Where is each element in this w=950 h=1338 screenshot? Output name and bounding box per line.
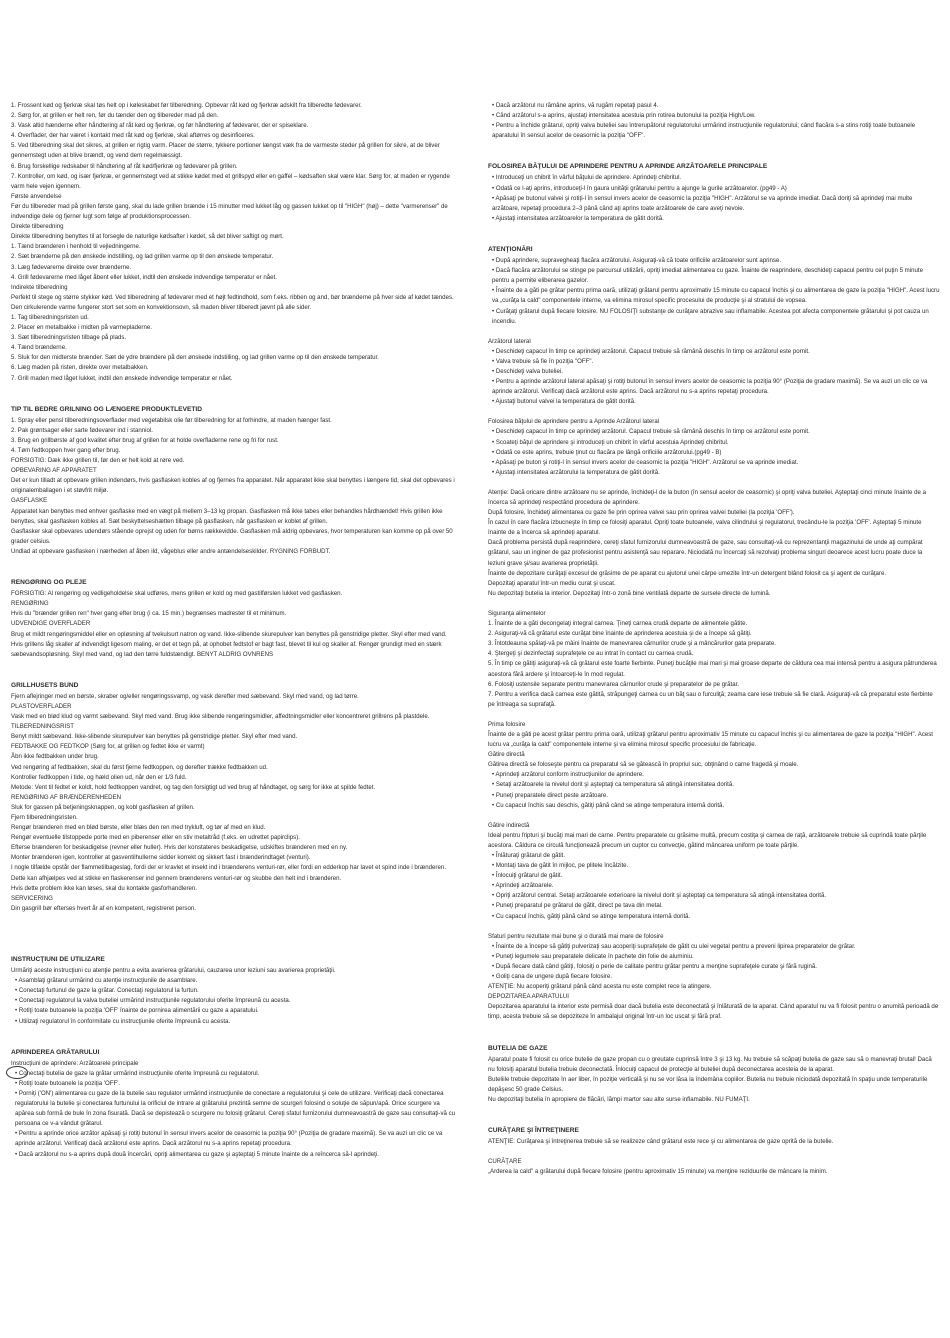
bullet-item: • Asamblaţi grătarul urmărind cu atenţie instrucţiunile de asamblare. <box>15 977 198 985</box>
spacer <box>488 710 940 720</box>
text-line: 3. Læg fødevarerne direkte over brænderne. <box>11 263 132 271</box>
spacer <box>488 811 940 821</box>
text-line: După folosire, închideţi alimentarea cu gaze fie prin oprirea valvei sau prin oprirea valvei buteliei (la poziţia 'OFF'). <box>488 509 795 517</box>
section-heading: RENGØRING OG PLEJE <box>11 579 87 587</box>
text-line: 5. În timp ce gătiţi asiguraţi-vă că grătarul este foarte fierbinte. Puneţi bucăţile mai mari şi mai groase departe de căldura cea mai intensă pentru a asigura pătrunderea acestora fără ardere şi întoarceţi-le în mod regulat. <box>488 660 937 678</box>
text-line: Hvis grillens låg skaller af indvendigt ligesom maling, er det et tegn på, at ophobet fedtstof er bagt fast, blevet til kul og skaller af. Rengør grundigt med en stærk sæbevandsopløsning. Skyl med vand, og lad den tørre fuldstændigt. BENYT ALDRIG OVNRENS <box>11 640 442 658</box>
text-line: FORSIGTIG: Dæk ikke grillen til, før den er helt kold at røre ved. <box>11 457 185 465</box>
text-line: 1. Tag tilberedningsristen ud. <box>11 313 89 321</box>
bullet-item: • Cu capacul închis, gătiţi până când se atinge temperatura internă dorită. <box>492 912 691 920</box>
text-line: Efterse brænderen for beskadigelse (revner eller huller). Hvis der konstateres beskadigelse, udskiftes brænderen med en ny. <box>11 844 348 852</box>
text-line: Înainte de a găti pe acest grătar pentru prima oară, utilizaţi grătarul pentru aproximativ 15 minute cu capacul închis şi cu alimentarea de gaze la poziţia "HIGH". Acest lucru va „curăţa la cald" componentele interne şi va elimina mirosul specific procesului de fabricaţie. <box>488 730 934 749</box>
text-line: Direkte tilberedning benyttes til at forsegle de naturlige kødsafter i kødet, så det bliver saftigt og mørt. <box>11 233 284 241</box>
text-line: Rengør brænderen med en blød børste, eller blæs den ren med trykluft, og tør af med en klud. <box>11 824 266 832</box>
spacer <box>11 924 459 934</box>
text-line: DEPOZITAREA APARATULUI <box>488 993 569 1001</box>
text-line: 3. Sæt tilberedningsristen tilbage på plads. <box>11 334 127 342</box>
text-line: 6. Læg maden på risten, direkte over metalbakken. <box>11 364 149 372</box>
bullet-item: • Deschideţi capacul în timp ce aprindeţi arzătorul. Capacul trebuie să rămână deschis în timp ce arzătorul este pornit. <box>492 347 810 355</box>
bullet-item: • Conectaţi furtunul de gaze la grătar. Conectaţi regulatorul la furtun. <box>15 987 199 995</box>
text-line: Urmăriţi aceste instrucţiuni cu atenţie pentru a evita avarierea grătarului, cauzarea unor leziuni sau avarierea proprietăţii. <box>11 967 336 975</box>
section-heading: CURĂŢARE ŞI ÎNTREŢINERE <box>488 1127 579 1135</box>
bullet-item: • Setaţi arzătoarele la nivelul dorit şi aşteptaţi ca temperatura să atingă intensitatea dorită. <box>492 781 734 789</box>
spacer <box>488 407 940 417</box>
text-line: 4. Overflader, der har været i kontakt med råt kød og fjerkræ, skal aftørres og desinficeres. <box>11 132 255 140</box>
bullet-item: • Utilizaţi regulatorul în conformitate cu instrucţiunile oferite împreună cu acesta. <box>15 1017 231 1025</box>
section-heading: FOLOSIREA BĂŢULUI DE APRINDERE PENTRU A APRINDE ARZĂTOARELE PRINCIPALE <box>488 163 768 171</box>
text-line: Før du tilbereder mad på grillen første gang, skal du lade grillen brænde i 15 minutter med lukket låg og gassen lukket op til "HIGH" (høj) – dette "varmerenser" de indvendige dele og fjerner lugt som følge af produktionsprocessen. <box>11 202 448 221</box>
bullet-item: • Pentru a închide grătarul, opriţi valva buteliei sau întrerupătorul regulatorului urmărind instrucţiunile regulatorului; când flacăra s-a stins rotiţi toate butoanele aparatului în sensul acelor de ceasornic la poziţia "OFF". <box>492 122 916 140</box>
bullet-item: • Dacă arzătorul nu rămâne aprins, vă rugăm repetaţi pasul 4. <box>492 102 659 109</box>
spacer <box>11 660 459 670</box>
text-line: PLASTOVERFLADER <box>11 702 72 710</box>
text-line: Fjern aflejringer med en børste, skraber og/eller rengøringssvamp, og vask derefter med sæbevand. Skyl med vand, og lad tørre. <box>11 692 359 700</box>
bullet-item: • Scoateţi băţul de aprindere şi introduceţi un chibrit în vârful acestuia Aprindeţi chibritul. <box>492 438 729 446</box>
text-line: Vask med en blød klud og varmt sæbevand. Skyl med vand. Brug ikke slibende rengøringsmidler, affedtningsmidler eller koncentreret grillrens på plastdele. <box>11 713 430 721</box>
bullet-item: • Înlocuiţi grătarul de gătit. <box>492 872 563 880</box>
bullet-item: • Pentru a aprinde orice arzător apăsaţi şi rotiţi butonul în sensul invers acelor de ceasornic la poziţia 90° (Poziţia de gradare maximă). Se va auzi un clic ce va aprinde arzătorul. Verificaţi dacă arzătorul este aprins. Dacă arzătorul nu s-a aprins repetaţi procedura. <box>15 1130 443 1148</box>
bullet-item: • Când arzătorul s-a aprins, ajustaţi intensitatea acestuia prin rotirea butonului la poziţia High/Low. <box>492 112 756 120</box>
bullet-item: • Puneţi legumele sau preparatele delicate în pachete din folie de aluminiu. <box>492 952 694 960</box>
spacer <box>488 327 940 337</box>
section-heading: GRILLHUSETS BUND <box>11 681 79 689</box>
section-heading: APRINDEREA GRĂTARULUI <box>11 1048 100 1056</box>
text-line: Din gasgrill bør efterses hvert år af en kompetent, registreret person. <box>11 904 196 912</box>
section-heading: BUTELIA DE GAZE <box>488 1044 548 1052</box>
text-line: 6. Folosiţi ustensile separate pentru manevrarea cărnurilor crude şi preparatelor de pe grătar. <box>488 680 739 688</box>
section-heading: ATENŢIONĂRI <box>488 245 533 253</box>
text-line: I nogle tilfælde opstår der flammetilbageslag, fordi der er kravlet et insekt ind i brænderens venturi-rør, eller fordi en edderkop har lavet et spind inde i brænderen. Dette kan afhjælpes ved at stikke en flaskerenser ind gennem brænderens venturi-rør og skubbe den helt ind i brænderen. <box>11 864 446 882</box>
text-line: ATENŢIE: Nu acoperiţi grătarul până când acesta nu este complet rece la atingere. <box>488 983 712 991</box>
text-line: Monter brænderen igen, kontroller at gasventilhullerne sidder korrekt og sikkert fast i brænderindtaget (venturi). <box>11 854 311 862</box>
text-line: SERVICERING <box>11 894 53 902</box>
text-line: 2. Pak grøntsager eller sarte fødevarer ind i stanniol. <box>11 426 153 434</box>
bullet-item: • Dacă arzătorul nu s-a aprins după două încercări, opriţi alimentarea cu gaze şi aşteptaţi 5 minute înainte de a reîncerca să-l aprindeţi. <box>15 1150 379 1158</box>
text-line: 4. Grill fødevarerne med låget åbent eller lukket, indtil den ønskede indvendige temperatur er nået. <box>11 273 277 281</box>
section-heading: INSTRUCŢIUNI DE UTILIZARE <box>11 955 105 963</box>
text-line: Metode: Vent til fedtet er koldt, hold fedtkoppen vandret, og tag den forsigtigt ud ved brug af håndtaget, og sørg for ikke at spilde fedtet. <box>11 783 376 791</box>
bullet-item: • După fiecare dată când gătiţi, folosiţi o perie de calitate pentru grătar pentru a menţine suprafeţele curate şi fără rugină. <box>492 962 817 970</box>
text-line: Ideal pentru fripturi şi bucăţi mai mari de carne. Pentru preparatele cu grăsime multă, precum costiţa şi carnea de raţă, arzătoarele trebuie să cuprindă toate părţile acestora. Căldura ce circulă funcţionează precum un cuptor cu convecţie, gătind mâncarea uniform pe toate părţile. <box>488 831 927 849</box>
text-line: Perfekt til stege og større stykker kød. Ved tilberedning af fødevarer med et højt fedtindhold, som f.eks. ribben og and, bør brænderne på hver side af kødet tændes. Den cirkulerende varme fungerer stort set som en konvektionsovn, så maden bliver tilberedt jævnt på alle sider. <box>11 293 454 311</box>
bullet-item: • Aprindeţi arzătoarele. <box>492 882 554 890</box>
spacer <box>11 557 459 567</box>
text-line: Instrucţiuni de aprindere: Arzătoarele principale <box>11 1059 139 1067</box>
text-line: Hvis dette problem ikke kan løses, skal du kontakte gasforhandleren. <box>11 884 197 892</box>
text-line: OPBEVARING AF APPARATET <box>11 467 97 475</box>
text-line: Ved rengøring af fedtbakken, skal du først fjerne fedtkoppen, og derefter trække fedtbakken ud. <box>11 763 268 771</box>
spacer <box>11 934 459 944</box>
text-line: Folosirea băţului de aprindere pentru a Aprinde Arzătorul lateral <box>488 418 660 426</box>
text-line: Nu depozitaţi butelia la interior. Depozitaţi într-o zonă bine ventilată departe de sursele directe de lumină. <box>488 589 771 597</box>
text-line: TILBEREDNINGSRIST <box>11 723 74 731</box>
bullet-item: • Ajustaţi butonul valvei la temperatura de gătit dorită. <box>492 398 636 406</box>
bullet-item: • Puneţi preparatul pe grătarul de gătit, direct pe tava din metal. <box>492 902 663 910</box>
text-line: 1. Tænd brænderen i henhold til vejledningerne. <box>11 243 141 251</box>
bullet-item: • Apăsaţi pe buton şi rotiţi-l în sensul invers acelor de ceasornic la poziţia "HIGH". Arzătorul se va aprinde imediat. <box>492 458 799 466</box>
bullet-item: • Conectaţi butelia de gaze la grătar urmărind instrucţiunile oferite împreună cu regulatorul. <box>15 1069 260 1077</box>
text-line: Apparatet kan benyttes med enhver gasflaske med en vægt på mellem 3–13 kg propan. Gasflasken må ikke tabes eller behandles hårdhændet! Hvis grillen ikke benyttes, skal gasflasken kobles af. Sæt beskyttelseshætten tilbage på gasflasken, når gasflasken er koblet af grillen. <box>11 507 443 525</box>
text-line: Arzătorul lateral <box>488 337 531 345</box>
text-line: Det er kun tilladt at opbevare grillen indendørs, hvis gasflasken kobles af og fjernes fra apparatet. Når apparatet ikke skal benyttes i længere tid, skal det opbevares i originalemballagen i et støvfrit miljø. <box>11 477 455 495</box>
text-line: Atenţie: Dacă oricare dintre arzătoare nu se aprinde, închideţi-l de la buton (în sensul acelor de ceasornic) şi opriţi valva buteliei. Aşteptaţi cinci minute înainte de a încerca să aprindeţi respectând procedura de aprindere. <box>488 488 926 506</box>
text-line: Gătirea directă se foloseşte pentru ca preparatul să se gătească în propriul suc, obţinând o carne fragedă şi moale. <box>488 761 799 769</box>
text-line: Åbn ikke fedtbakken under brug. <box>11 753 99 761</box>
bullet-item: • Aprindeţi arzătorul conform instrucţiunilor de aprindere. <box>492 771 644 779</box>
text-line: În cazul în care flacăra izbucneşte în timp ce folosiţi aparatul. Opriţi toate butoanele, valva cilindrului şi regulatorul, trecându-le la poziţia 'OFF'. Aşteptaţi 5 minute înainte de a încerca să aprindeţi aparatul. <box>488 519 922 537</box>
text-line: 4. Tøm fedtkoppen hver gang efter brug. <box>11 447 121 454</box>
bullet-item: • Deschideţi capacul în timp ce aprindeţi arzătorul. Capacul trebuie să rămână deschis în timp ce arzătorul este pornit. <box>492 428 810 436</box>
text-line: 7. Kontroller, om kød, og især fjerkræ, er gennemstegt ved at stikke kødet med et grillspyd eller en gaffel – kødsaften skal være klar. Sørg for, at maden er rygende varm hele vejen igennem. <box>11 172 450 190</box>
text-line: Undlad at opbevare gasflasken i nærheden af åben ild, vågeblus eller andre antændelseskilder. RYGNING FORBUDT. <box>11 547 331 555</box>
spacer <box>488 478 940 488</box>
text-line: CURĂŢARE <box>488 1158 522 1166</box>
text-line: 3. Întotdeauna spălaţi-vă pe mâini înainte de manevrarea cărnurilor crude şi a mâncărurilor gata preparate. <box>488 640 776 648</box>
text-line: Første anvendelse <box>11 192 62 200</box>
bullet-item: • După aprindere, supravegheaţi flacăra arzătorului. Asiguraţi-vă că toate orificiile arzătoarelor sunt aprinse. <box>492 257 782 265</box>
text-line: RENGØRING AF BRÆNDERENHEDEN <box>11 793 122 801</box>
bullet-item: • Dacă flacăra arzătorului se stinge pe parcursul utilizării, opriţi imediat alimentarea cu gaze. Înainte de reaprindere, deschideţi capacul pentru cel puţin 5 minute pentru a permite eliberarea gazelor. <box>492 267 923 285</box>
text-line: FEDTBAKKE OG FEDTKOP (Sørg for, at grillen og fedtet ikke er varmt) <box>11 743 205 751</box>
text-line: 4. Ştergeţi şi dezinfectaţi suprafeţele ce au intrat în contact cu carnea crudă. <box>488 650 694 658</box>
text-line: Direkte tilberedning <box>11 223 64 231</box>
bullet-item: • Rotiţi toate butoanele la poziţia 'OFF'. <box>15 1079 121 1087</box>
text-line: 2. Sæt brænderne på den ønskede indstilling, og lad grillen varme op til den ønskede temperatur. <box>11 253 274 261</box>
bullet-item: • Apăsaţi pe butonul valvei şi rotiţi-l în sensul invers acelor de ceasornic la poziţia "HIGH". Arzătorul se va aprinde imediat. Dacă doriţi să aprindeţi mai multe arzătoare, repetaţi procedura 2–3 până când aţi aprins toate arzătoarele de care aveţi nevoie. <box>492 194 913 212</box>
text-line: ATENŢIE: Curăţarea şi întreţinerea trebuie să se realizeze când grătarul este rece şi cu alimentarea de gaze oprită de la butelie. <box>488 1138 834 1146</box>
text-line: Gătire indirectă <box>488 821 530 829</box>
bullet-item: • Introduceţi un chibrit în vârful băţului de aprindere. Aprindeţi chibritul. <box>492 174 682 182</box>
text-line: Benyt mildt sæbevand. Ikke-slibende skurepulver kan benyttes på genstridige pletter. Skyl efter med vand. <box>11 733 298 741</box>
text-line: Hvis du "brænder grillen ren" hver gang efter brug (i ca. 15 min.) begrænses madrester til et minimum. <box>11 610 287 618</box>
bullet-item: • Deschideţi valva buteliei. <box>492 367 563 375</box>
bullet-item: • Ajustaţi intensitatea arzătoarelor la temperatura de gătit dorită. <box>492 214 664 222</box>
text-line: GASFLASKE <box>11 497 48 505</box>
spacer <box>488 224 940 234</box>
bullet-item: • Porniţi ('ON') alimentarea cu gaze de la butelie sau regulator urmărind instrucţiunile de conectare a regulatorului şi cele de utilizare. Verificaţi dacă conectarea regulatorului la butelie şi conectarea furtunului la orificiul de intrare al grătarului prezintă semne de scurgeri folosind o soluţie de săpun/apă. Orice scurgere va apărea sub formă de bule în zona fisurată. Dacă se depistează o scurgere nu folosiţi grătarul. Cereţi sfatul furnizorului dumneavoastră de gaze sau consultaţi-vă cu persoana ce v-a vândut grătarul. <box>15 1089 456 1128</box>
text-line: 5. Sluk for den midterste brænder. Sæt de ydre brændere på den ønskede indstilling, og lad grillen varme op til den ønskede temperatur. <box>11 354 379 362</box>
text-line: Gasflasker skal opbevares udendørs stående oprejst og uden for børns rækkevidde. Gasflasken må aldrig opbevares, hvor temperaturen kan komme op på over 50 grader celsius. <box>11 527 453 545</box>
text-line: Aparatul poate fi folosit cu orice butelie de gaze propan cu o greutate cuprinsă între 3 şi 13 kg. Nu trebuie să scăpaţi butelia de gaze sau să o manevraţi brutal! Dacă nu folosiţi aparatul butelia trebuie deconectată. Înlocuiţi capacul de protecţie al buteliei după deconectarea acesteia de la aparat. <box>488 1055 932 1073</box>
spacer <box>488 599 940 609</box>
text-line: Înainte de depozitare curăţaţi excesul de grăsime de pe aparat cu ajutorul unei cârpe umezite într-un detergent blând folosit ca şi agent de curăţare. <box>488 569 887 577</box>
spacer <box>11 914 459 924</box>
text-line: Brug et mildt rengøringsmiddel eller en opløsning af tvekulsurt natron og vand. Ikke-slibende skurepulver kan benyttes på genstridige pletter. Skyl efter med vand. <box>11 630 447 638</box>
bullet-item: • Cu capacul închis sau deschis, gătiţi până când se atinge temperatura internă dorită. <box>492 801 725 809</box>
text-line: Sfaturi pentru rezultate mai bune şi o durată mai mare de folosire <box>488 932 664 940</box>
text-line: 1. Înainte de a găti decongelaţi integral carnea. Ţineţi carnea crudă departe de alimentele gătite. <box>488 620 748 628</box>
text-line: 1. Frossent kød og fjerkræ skal tøs helt op i køleskabet før tilberedning. Opbevar råt kød og fjerkræ adskilt fra tilberedte fødevarer. <box>11 102 362 109</box>
text-line: 1. Spray eller pensl tilberedningsoverflader med vegetabilsk olie før tilberedning for at forhindre, at maden hænger fast. <box>11 416 332 424</box>
bullet-item: • Odată ce este aprins, trebuie ţinut cu flacăra pe lângă orificiile arzătorului.(pg49 - B) <box>492 448 722 456</box>
text-line: Prima folosire <box>488 720 526 728</box>
spacer <box>11 1027 459 1037</box>
text-line: Nu depozitaţi butelia în apropiere de flăcări, lămpi martor sau alte surse inflamabile. NU FUMAŢI. <box>488 1095 750 1103</box>
spacer <box>488 1023 940 1033</box>
bullet-item: • Puneţi preparatele direct peste arzătoare. <box>492 791 608 799</box>
spacer <box>488 1105 940 1115</box>
text-line: 7. Pentru a verifica dacă carnea este gătită, străpungeţi carnea cu un băţ sau o furculiţă; zeama care iese trebuie să fie clară. Asiguraţi-vă că preparatul este fierbinte pe întreaga sa suprafaţă. <box>488 690 933 708</box>
text-line: 7. Grill maden med låget lukket, indtil den ønskede indvendige temperatur er nået. <box>11 374 233 382</box>
spacer <box>488 1147 940 1157</box>
text-line: Gătire directă <box>488 751 525 759</box>
text-line: 4. Tænd brænderne. <box>11 344 67 352</box>
text-line: FORSIGTIG: Al rengøring og vedligeholdelse skal udføres, mens grillen er kold og med gastilførslen lukket ved gasflasken. <box>11 590 343 598</box>
section-heading: TIP TIL BEDRE GRILNING OG LÆNGERE PRODUKTLEVETID <box>11 405 202 413</box>
text-line: RENGØRING <box>11 600 49 608</box>
text-line: Rengør eventuelle tilstoppede porte med en piberenser eller en stiv metaltråd (f.eks. en udrettet papirclips). <box>11 834 300 842</box>
text-line: 2. Asiguraţi-vă că grătarul este curăţat bine înainte de aprinderea acestuia şi de a începe să gătiţi. <box>488 630 752 638</box>
text-line: 3. Vask altid hænderne efter håndtering af råt kød og fjerkræ, og før håndtering af fødevarer, der er spiseklare. <box>11 122 309 130</box>
text-line: UDVENDIGE OVERFLADER <box>11 620 91 628</box>
text-line: 6. Brug forskellige redskaber til håndtering af råt kød/fjerkræ og fødevarer på grillen. <box>11 162 238 170</box>
text-line: Depozitaţi aparatul într-un mediu curat şi uscat. <box>488 579 616 587</box>
text-line: 3. Brug en grillbørste af god kvalitet efter brug af grillen for at holde overfladerne rene og fri for rust. <box>11 436 279 444</box>
bullet-item: • Goliţi cana de ungere după fiecare folosire. <box>492 973 613 981</box>
text-line: Dacă problema persistă după reaprindere, cereţi sfatul furnizorului dumneavoastră de gaze, sau consultaţi-vă cu reprezentanţii magazinului de unde aţi cumpărat grătarul, sau un inginer de gaz profesionist pentru asistenţă sau reparare. Niciodată nu încercaţi să rezolvaţi problema singuri deoarece acest lucru poate duce la leziuni grave şi/sau avarierea proprietăţii. <box>488 539 923 567</box>
bullet-item: • Conectaţi regulatorul la valva buteliei urmărind instrucţiunile regulatorului oferite împreună cu acesta. <box>15 997 291 1005</box>
spacer <box>11 384 459 394</box>
danish-column <box>11 101 459 1160</box>
text-line: Fjern tilberedningsristen. <box>11 814 78 821</box>
text-line: Siguranţa alimentelor <box>488 609 546 617</box>
text-line: Indirekte tilberedning <box>11 283 68 291</box>
language-marker-oval <box>6 1066 28 1079</box>
text-line: Buteliile trebuie depozitate în aer liber, în poziţie verticală şi nu se vor lăsa la îndemâna copiilor. Butelia nu trebuie niciodată depozitată în spaţiu unde temperaturile depăşesc 50 grade Celsius. <box>488 1075 928 1093</box>
bullet-item: • Curăţaţi grătarul după fiecare folosire. NU FOLOSIŢI substanţe de curăţare abrazive sau inflamabile. Acestea pot afecta componentele grătarului şi pot cauza un incendiu. <box>492 307 929 325</box>
bullet-item: • Pentru a aprinde arzătorul lateral apăsaţi şi rotiţi butonul în sensul invers acelor de ceasornic la poziţia 90° (Poziţia de gradare maximă). Se va auzi un clic ce va aprinde arzătorul. Verificaţi dacă arzătorul este aprins. Dacă arzătorul nu s-a aprins repetaţi procedura. <box>492 378 928 396</box>
text-line: Depozitarea aparatului la interior este permisă doar dacă butelia este deconectată şi înlăturată de la aparat. Când aparatul nu va fi folosit pentru o anumită perioadă de timp, acesta trebuie să se depoziteze în ambalajul original într-un loc uscat şi fără praf. <box>488 1003 939 1021</box>
bullet-item: • Opriţi arzătorul central. Setaţi arzătoarele exterioare la nivelul dorit şi aşteptaţi ca temperatura să atingă intensitatea dorită. <box>492 892 827 900</box>
bullet-item: • Ajustaţi intensitatea arzătorului la temperatura de gătit dorită. <box>492 468 660 476</box>
text-line: 2. Placer en metalbakke i midten på varmepladerne. <box>11 324 152 332</box>
spacer <box>488 922 940 932</box>
text-line: Kontroller fedtkoppen i tide, og hæld olien ud, når den er 1/3 fuld. <box>11 773 187 781</box>
text-line: 2. Sørg for, at grillen er helt ren, før du tænder den og tilbereder mad på den. <box>11 112 219 120</box>
bullet-item: • Montaţi tava de gătit în mijloc, pe plitele încălzite. <box>492 862 629 870</box>
bullet-item: • Înainte de a începe să gătiţi pulverizaţi sau acoperiţi suprafeţele de gătit cu ulei vegetal pentru a preveni lipirea preparatelor de grătar. <box>492 942 856 950</box>
bullet-item: • Rotiţi toate butoanele la poziţia 'OFF' înainte de pornirea alimentării cu gaze a aparatului. <box>15 1007 259 1015</box>
text-line: „Arderea la cald" a grătarului după fiecare folosire (pentru aproximativ 15 minute) va menţine reziduurile de mâncare la minim. <box>488 1168 828 1176</box>
bullet-item: • Odată ce l-aţi aprins, introduceţi-l în gaura unităţii grătarului pentru a ajunge la gurile arzătoarelor. (pg49 - A) <box>492 184 787 192</box>
bullet-item: • Valva trebuie să fie în poziţia "OFF". <box>492 357 594 365</box>
spacer <box>488 141 940 151</box>
text-line: Sluk for gassen på betjeningsknappen, og kobl gasflasken af grillen. <box>11 803 195 811</box>
text-line: 5. Ved tilberedning skal det sikres, at grillen er rigtig varm. Placer de større, tykkere portioner længst væk fra de varmeste steder på grillen for sikre, at de bliver gennemstegt uden at blive brændt, og vend dem regelmæssigt. <box>11 142 440 160</box>
romanian-column <box>488 101 940 1177</box>
bullet-item: • Înainte de a găti pe grătar pentru prima oară, utilizaţi grătarul pentru aproximativ 15 minute cu capacul închis şi cu alimentarea de gaze la poziţia "HIGH". Acest lucru va „curăţa la cald" componentele interne, va elimina mirosul specific procesului de producţie şi al stratului de vopsea. <box>492 287 940 305</box>
bullet-item: • Înlăturaţi grătarul de gătit. <box>492 852 565 859</box>
